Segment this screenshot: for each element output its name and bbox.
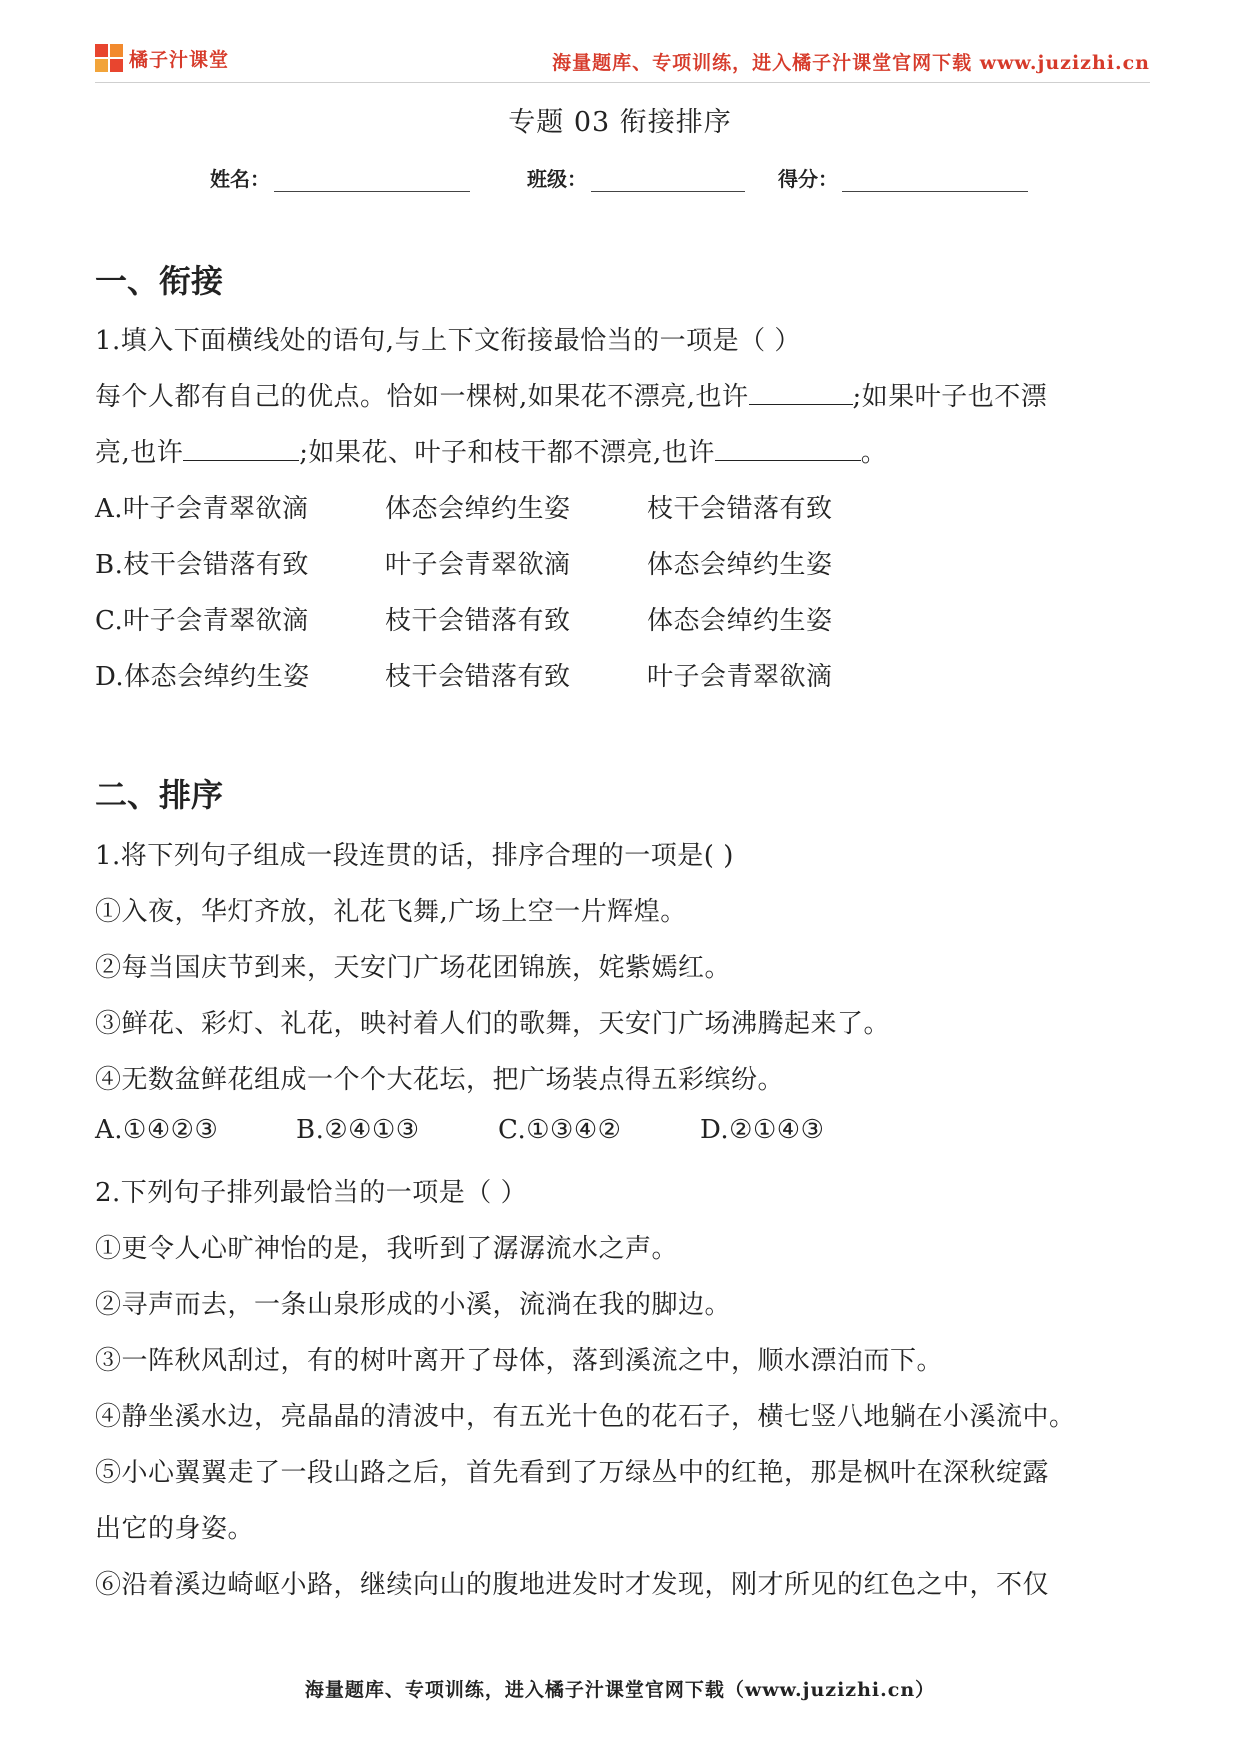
- logo-text: 橘子汁课堂: [129, 48, 230, 71]
- passage-line: [95, 376, 1047, 413]
- sentence-item: ③鲜花、彩灯、礼花，映衬着人们的歌舞，天安门广场沸腾起来了。: [95, 1009, 891, 1039]
- option-a-part: 体态会绰约生姿: [385, 494, 571, 524]
- answer-blank[interactable]: [183, 436, 299, 461]
- passage-line: [95, 432, 887, 469]
- option-b[interactable]: B.枝干会错落有致: [95, 550, 309, 580]
- page-title: 专题 03 衔接排序: [508, 107, 732, 138]
- score-label: 得分：: [778, 167, 838, 191]
- answer-blank[interactable]: [715, 436, 861, 461]
- sentence-item: ④静坐溪水边，亮晶晶的清波中，有五光十色的花石子，横七竖八地躺在小溪流中。: [95, 1402, 1076, 1432]
- logo-icon: [95, 44, 123, 72]
- option-d-part: 枝干会错落有致: [385, 662, 571, 692]
- sentence-item: ⑥沿着溪边崎岖小路，继续向山的腹地进发时才发现，刚才所见的红色之中，不仅: [95, 1570, 1050, 1600]
- option-d[interactable]: D.②①④③: [700, 1115, 825, 1145]
- page-footer[interactable]: 海量题库、专项训练，进入橘子汁课堂官网下载（www.juzizhi.cn）: [304, 1679, 936, 1701]
- option-b-part: 体态会绰约生姿: [647, 550, 833, 580]
- option-b-part: 叶子会青翠欲滴: [385, 550, 571, 580]
- score-blank[interactable]: [842, 171, 1028, 192]
- option-a[interactable]: A.叶子会青翠欲滴: [95, 494, 309, 524]
- passage-text: ;如果叶子也不漂: [852, 382, 1048, 412]
- passage-text: 。: [860, 438, 888, 468]
- class-field[interactable]: [527, 163, 745, 192]
- option-c-part: 枝干会错落有致: [385, 606, 571, 636]
- option-b[interactable]: B.②④①③: [296, 1115, 420, 1145]
- passage-text: 每个人都有自己的优点。恰如一棵树,如果花不漂亮,也许: [95, 382, 749, 412]
- sentence-item: ①更令人心旷神怡的是，我听到了潺潺流水之声。: [95, 1234, 679, 1264]
- header-tagline[interactable]: 海量题库、专项训练，进入橘子汁课堂官网下载 www.juzizhi.cn: [552, 52, 1150, 74]
- sentence-item: ③一阵秋风刮过，有的树叶离开了母体，落到溪流之中，顺水漂泊而下。: [95, 1346, 944, 1376]
- question-stem: 1.将下列句子组成一段连贯的话，排序合理的一项是( ): [95, 841, 734, 871]
- name-blank[interactable]: [274, 171, 470, 192]
- class-label: 班级：: [527, 167, 587, 191]
- question-stem: 1.填入下面横线处的语句,与上下文衔接最恰当的一项是（ ）: [95, 326, 801, 356]
- brand-logo[interactable]: [95, 44, 229, 72]
- sentence-item-continued: 出它的身姿。: [95, 1514, 255, 1544]
- sentence-item: ④无数盆鲜花组成一个个大花坛，把广场装点得五彩缤纷。: [95, 1065, 785, 1095]
- name-label: 姓名：: [210, 167, 270, 191]
- option-c[interactable]: C.叶子会青翠欲滴: [95, 606, 309, 636]
- page-header: [95, 40, 1150, 82]
- option-a-part: 枝干会错落有致: [647, 494, 833, 524]
- score-field[interactable]: [778, 163, 1028, 192]
- sentence-item: ②每当国庆节到来，天安门广场花团锦族，姹紫嫣红。: [95, 953, 732, 983]
- name-field[interactable]: [210, 163, 470, 192]
- option-a[interactable]: A.①④②③: [95, 1115, 219, 1145]
- passage-text: ;如果花、叶子和枝干都不漂亮,也许: [299, 438, 715, 468]
- option-c[interactable]: C.①③④②: [498, 1115, 622, 1145]
- option-c-part: 体态会绰约生姿: [647, 606, 833, 636]
- sentence-item: ②寻声而去，一条山泉形成的小溪，流淌在我的脚边。: [95, 1290, 732, 1320]
- option-d[interactable]: D.体态会绰约生姿: [95, 662, 310, 692]
- section-heading-connect: 一、衔接: [95, 262, 224, 300]
- sentence-item: ⑤小心翼翼走了一段山路之后，首先看到了万绿丛中的红艳，那是枫叶在深秋绽露: [95, 1458, 1050, 1488]
- class-blank[interactable]: [591, 171, 745, 192]
- passage-text: 亮,也许: [95, 438, 184, 468]
- question-stem: 2.下列句子排列最恰当的一项是（ ）: [95, 1178, 528, 1208]
- header-divider: [95, 82, 1150, 83]
- answer-blank[interactable]: [749, 380, 853, 405]
- option-d-part: 叶子会青翠欲滴: [647, 662, 833, 692]
- sentence-item: ①入夜，华灯齐放，礼花飞舞,广场上空一片辉煌。: [95, 897, 687, 927]
- section-heading-order: 二、排序: [95, 776, 224, 814]
